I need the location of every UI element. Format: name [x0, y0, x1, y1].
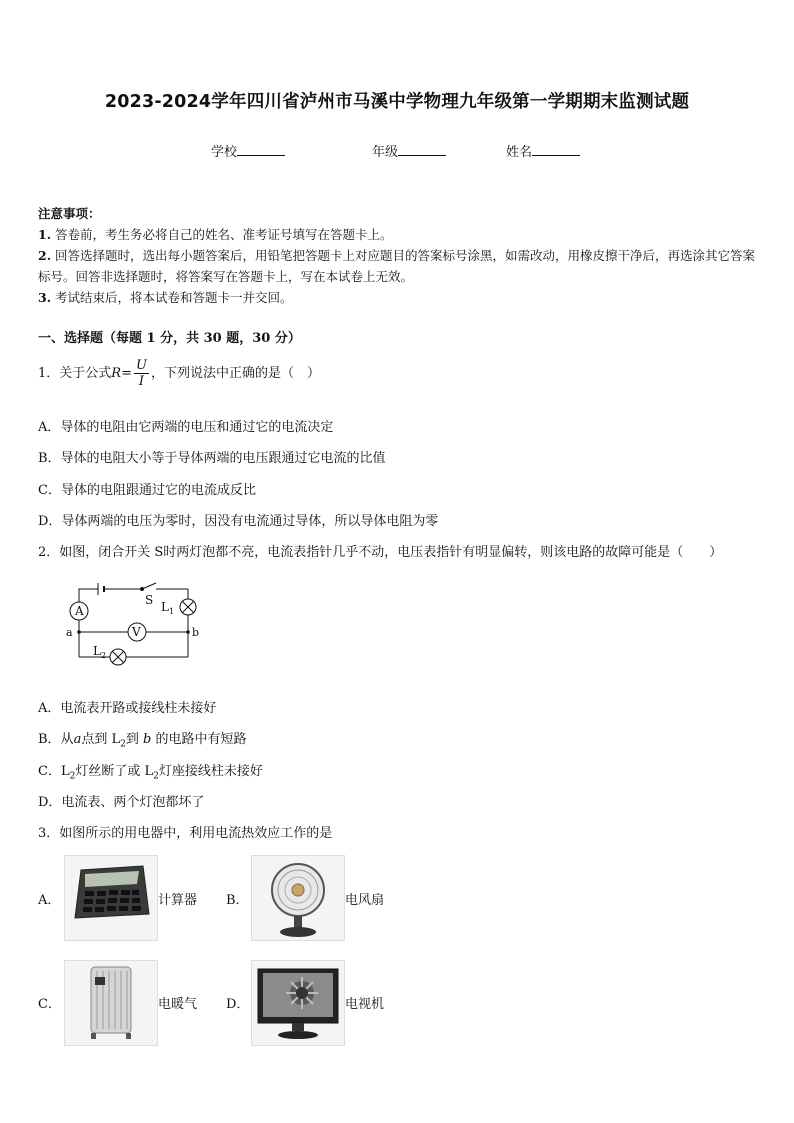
circuit-diagram: [60, 578, 210, 668]
top-left-wire: [79, 589, 98, 602]
q3-option-a-label: 计算器: [158, 893, 198, 908]
question-3: 3．如图所示的用电器中，利用电流热效应工作的是: [38, 826, 333, 841]
notes-heading: 注意事项：: [38, 206, 101, 221]
lamp1-label: $L_1$: [161, 600, 175, 616]
q3-option-c-label: 电暖气: [158, 997, 198, 1012]
point-b-label: b: [192, 626, 200, 639]
q1-formula-lhs: R=: [111, 366, 132, 381]
note-item: [38, 287, 762, 308]
section-heading: 一、选择题（每题 1 分，共 30 题，30 分）: [38, 331, 301, 346]
q1-option-a: A．导体的电阻由它两端的电压和通过它的电流决定: [38, 420, 334, 435]
q3-option-d-label: 电视机: [345, 997, 385, 1012]
q1-option-d: D．导体两端的电压为零时，因没有电流通过导体，所以导体电阻为零: [38, 514, 439, 529]
school-field: [211, 141, 285, 160]
note-text: 考试结束后，将本试卷和答题卡一并交回。: [55, 290, 293, 305]
q1-numerator: U: [135, 358, 147, 373]
voltmeter-label: V: [132, 625, 141, 639]
electric-fan-image: [251, 855, 345, 941]
q1-option-c: C．导体的电阻跟通过它的电流成反比: [38, 483, 256, 498]
q1-denominator: I: [138, 374, 145, 389]
point-a-label: a: [66, 626, 73, 639]
junction-b: [186, 630, 190, 634]
q1-suffix: ，下列说法中正确的是（ ）: [150, 366, 320, 381]
note-number: 1.: [38, 227, 52, 242]
ammeter-label: A: [75, 604, 84, 618]
question-2: 2．如图，闭合开关 S时两灯泡都不亮，电流表指针几乎不动，电压表指针有明显偏转，则该电路的故障可能是（ ）: [38, 545, 723, 560]
q1-prefix: 1．关于公式: [38, 366, 112, 381]
switch-label: S: [145, 593, 154, 607]
q2-option-d: D．电流表、两个灯泡都坏了: [38, 795, 205, 810]
switch-blade: [142, 583, 156, 589]
name-field: [506, 141, 580, 160]
q1-fraction: [134, 358, 149, 389]
name-blank: [532, 143, 580, 156]
name-label: 姓名: [506, 145, 533, 160]
q3-option-c-letter: C．: [38, 997, 61, 1012]
oil-heater-image: [64, 960, 158, 1046]
note-number: 2.: [38, 248, 52, 263]
school-label: 学校: [211, 145, 238, 160]
note-text: 回答选择题时，选出每小题答案后，用铅笔把答题卡上对应题目的答案标号涂黑，如需改动，用橡皮擦干净后，再选涂其它答案标号。回答非选择题时，将答案写在答题卡上，写在本试卷上无效。: [38, 248, 756, 284]
notes-block: [38, 203, 762, 308]
q2-option-a: A．电流表开路或接线柱未接好: [38, 701, 217, 716]
junction-a: [77, 630, 81, 634]
q3-option-d-letter: D．: [226, 997, 250, 1012]
calculator-image: [64, 855, 158, 941]
note-item: [38, 224, 762, 245]
grade-blank: [398, 143, 446, 156]
lamp2-label: $L_2$: [93, 644, 107, 660]
grade-label: 年级: [372, 145, 399, 160]
school-blank: [237, 143, 285, 156]
note-number: 3.: [38, 290, 52, 305]
q3-option-b-letter: B．: [226, 893, 249, 908]
q2-option-b: B．从a点到 $L_2$到 b 的电路中有短路: [38, 732, 247, 750]
q1-option-b: B．导体的电阻大小等于导体两端的电压跟通过它电流的比值: [38, 451, 386, 466]
television-image: [251, 960, 345, 1046]
question-1: [38, 358, 320, 389]
q3-option-b-label: 电风扇: [345, 893, 385, 908]
page-title: 2023-2024学年四川省泸州市马溪中学物理九年级第一学期期末监测试题: [104, 92, 690, 112]
note-item: [38, 245, 762, 287]
q2-option-c: C．$L_2$灯丝断了或 $L_2$灯座接线柱未接好: [38, 764, 263, 782]
q3-option-a-letter: A．: [38, 893, 61, 908]
grade-field: [372, 141, 446, 160]
note-text: 答卷前，考生务必将自己的姓名、准考证号填写在答题卡上。: [55, 227, 393, 242]
